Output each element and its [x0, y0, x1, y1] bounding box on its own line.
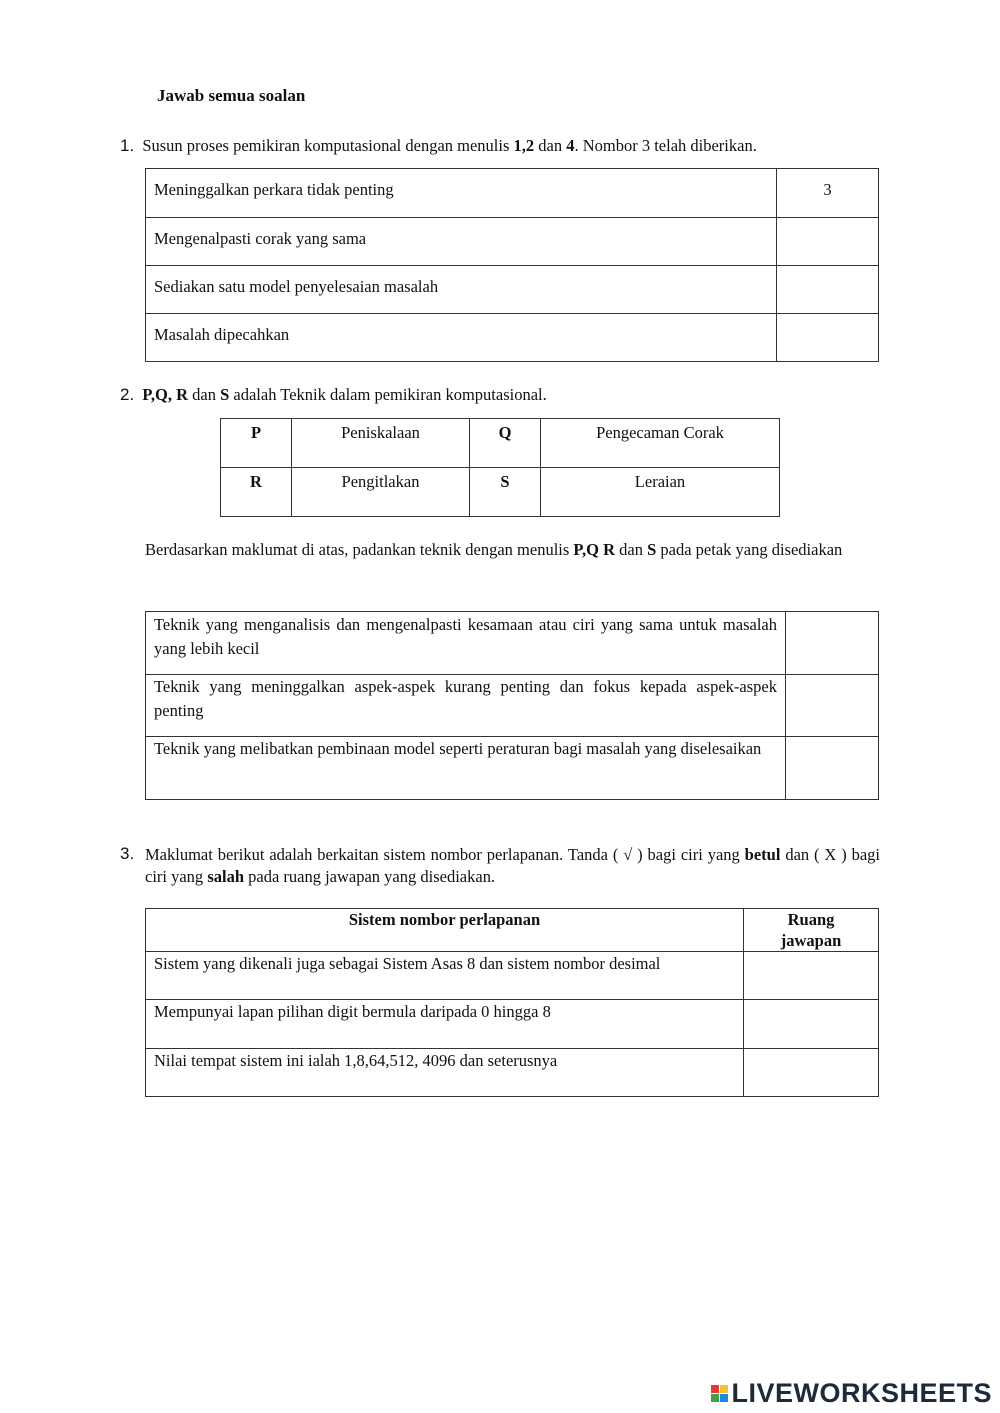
techniques-table: [220, 418, 780, 517]
row-label: Teknik yang menganalisis dan mengenalpasti kesamaan atau ciri yang sama untuk masalah yang lebih kecil: [154, 615, 777, 658]
q1-table: [145, 168, 879, 362]
header-left: Sistem nombor perlapanan: [348, 910, 541, 929]
row-label: Masalah dipecahkan: [154, 325, 290, 344]
row-label: Teknik yang meninggalkan aspek-aspek kurang penting dan fokus kepada aspek-aspek penting: [154, 677, 777, 720]
table-row: [221, 419, 780, 468]
q3-table: [145, 908, 879, 1097]
table-row: [146, 1000, 879, 1049]
technique-letter: R: [250, 472, 262, 491]
question-text: Susun proses pemikiran komputasional dengan menulis 1,2 dan 4. Nombor 3 telah diberikan.: [142, 136, 757, 155]
logo-icon: [711, 1385, 728, 1402]
answer-cell[interactable]: [744, 1000, 879, 1049]
question-text: P,Q, R dan S adalah Teknik dalam pemikiran komputasional.: [142, 385, 547, 404]
question-number: 1.: [120, 136, 135, 155]
row-label: Nilai tempat sistem ini ialah 1,8,64,512, 4096 dan seterusnya: [154, 1051, 558, 1070]
logo-text: LIVEWORKSHEETS: [731, 1378, 992, 1408]
row-label: Teknik yang melibatkan pembinaan model seperti peraturan bagi masalah yang diselesaikan: [154, 739, 762, 758]
answer-cell[interactable]: [777, 314, 879, 362]
table-row: [146, 218, 879, 266]
header-right: Ruang jawapan: [780, 910, 842, 950]
row-label: Mengenalpasti corak yang sama: [154, 229, 367, 248]
question-1: [120, 136, 880, 156]
table-row: [146, 612, 879, 675]
row-label: Sistem yang dikenali juga sebagai Sistem Asas 8 dan sistem nombor desimal: [154, 954, 661, 973]
question-text: Maklumat berikut adalah berkaitan sistem nombor perlapanan. Tanda ( √ ) bagi ciri yang betul dan ( X ) bagi ciri yang salah pada ruang jawapan yang disediakan.: [145, 845, 880, 886]
technique-letter: S: [500, 472, 510, 491]
technique-name: Peniskalaan: [341, 423, 420, 442]
liveworksheets-logo: [711, 1378, 992, 1409]
technique-letter: P: [250, 423, 262, 442]
question-number: 2.: [120, 385, 135, 404]
answer-cell[interactable]: [786, 737, 879, 800]
question-number: 3.: [120, 844, 135, 863]
technique-name: Pengitlakan: [341, 472, 420, 491]
answer-cell[interactable]: [786, 675, 879, 737]
table-row: [146, 314, 879, 362]
technique-name: Pengecaman Corak: [596, 423, 724, 442]
table-row: [221, 468, 780, 517]
answer-cell[interactable]: [777, 266, 879, 314]
table-row: [146, 169, 879, 218]
answer-cell[interactable]: [744, 1049, 879, 1097]
table-row: [146, 1049, 879, 1097]
table-header: [146, 909, 879, 952]
answer-cell[interactable]: [786, 612, 879, 675]
row-label: Mempunyai lapan pilihan digit bermula daripada 0 hingga 8: [154, 1002, 551, 1021]
row-label: Meninggalkan perkara tidak penting: [154, 180, 394, 199]
q2-match-table: [145, 611, 879, 800]
table-row: [146, 675, 879, 737]
technique-letter: Q: [498, 423, 512, 442]
table-row: [146, 737, 879, 800]
table-row: [146, 952, 879, 1000]
answer-cell[interactable]: 3: [777, 169, 879, 218]
row-label: Sediakan satu model penyelesaian masalah: [154, 277, 439, 296]
question-2: [120, 385, 880, 405]
question-3: [120, 844, 880, 888]
q2-instruction: Berdasarkan maklumat di atas, padankan teknik dengan menulis P,Q R dan S pada petak yang disediakan: [145, 540, 843, 559]
answer-cell[interactable]: [744, 952, 879, 1000]
table-row: [146, 266, 879, 314]
answer-cell[interactable]: [777, 218, 879, 266]
page-heading: Jawab semua soalan: [157, 86, 306, 105]
technique-name: Leraian: [634, 472, 686, 491]
